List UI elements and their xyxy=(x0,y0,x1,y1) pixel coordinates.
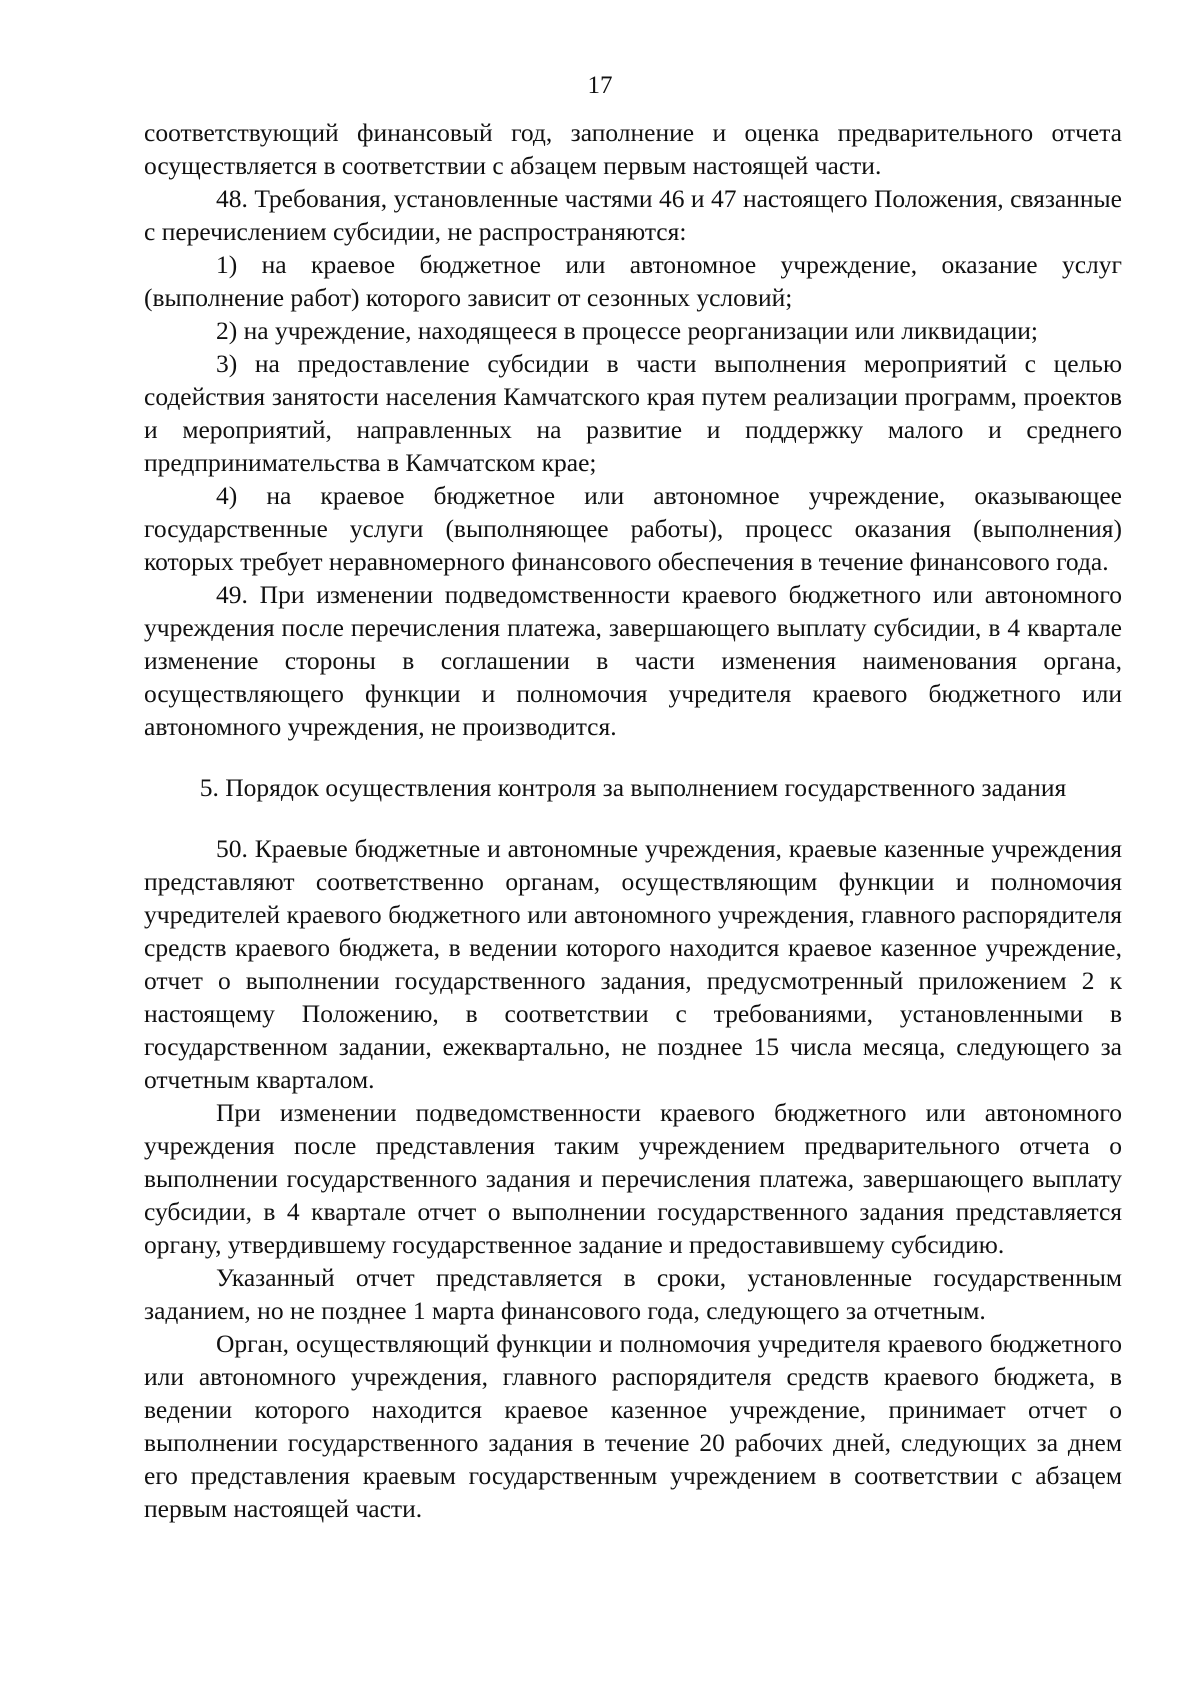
list-item-4: 4) на краевое бюджетное или автономное учреждение, оказывающее государственные услуги (выполняющее работы), процесс оказания (выполнения) которых требует неравномерного финансового обеспечения в течение финансового года. xyxy=(144,481,1122,576)
list-item-3: 3) на предоставление субсидии в части выполнения мероприятий с целью содействия занятости населения Камчатского края путем реализации программ, проектов и мероприятий, направленных на развитие и поддержку малого и среднего предпринимательства в Камчатском крае; xyxy=(144,349,1122,477)
document-body xyxy=(144,116,1122,1525)
paragraph-subordination-change: При изменении подведомственности краевого бюджетного или автономного учреждения после представления таким учреждением предварительного отчета о выполнении государственного задания и перечисления платежа, завершающего выплату субсидии, в 4 квартале отчет о выполнении государственного задания представляется органу, утвердившему государственное задание и предоставившему субсидию. xyxy=(144,1098,1122,1259)
paragraph-report-acceptance: Орган, осуществляющий функции и полномочия учредителя краевого бюджетного или автономного учреждения, главного распорядителя средств краевого бюджета, в ведении которого находится краевое казенное учреждение, принимает отчет о выполнении государственного задания в течение 20 рабочих дней, следующих за днем его представления краевым государственным учреждением в соответствии с абзацем первым настоящей части. xyxy=(144,1329,1122,1523)
paragraph-item-49: 49. При изменении подведомственности краевого бюджетного или автономного учреждения после перечисления платежа, завершающего выплату субсидии, в 4 квартале изменение стороны в соглашении в части изменения наименования органа, осуществляющего функции и полномочия учредителя краевого бюджетного или автономного учреждения, не производится. xyxy=(144,580,1122,741)
paragraph-continuation: соответствующий финансовый год, заполнение и оценка предварительного отчета осуществляется в соответствии с абзацем первым настоящей части. xyxy=(144,118,1122,180)
paragraph-item-50: 50. Краевые бюджетные и автономные учреждения, краевые казенные учреждения представляют соответственно органам, осуществляющим функции и полномочия учредителей краевого бюджетного или автономного учреждения, главного распорядителя средств краевого бюджета, в ведении которого находится краевое казенное учреждение, отчет о выполнении государственного задания, предусмотренный приложением 2 к настоящему Положению, в соответствии с требованиями, установленными в государственном задании, ежеквартально, не позднее 15 числа месяца, следующего за отчетным кварталом. xyxy=(144,834,1122,1094)
list-item-2: 2) на учреждение, находящееся в процессе реорганизации или ликвидации; xyxy=(216,316,1038,345)
section-heading: 5. Порядок осуществления контроля за выполнением государственного задания xyxy=(199,773,1067,802)
list-item-1: 1) на краевое бюджетное или автономное учреждение, оказание услуг (выполнение работ) которого зависит от сезонных условий; xyxy=(144,250,1122,312)
page-number: 17 xyxy=(587,72,613,99)
paragraph-item-48: 48. Требования, установленные частями 46 и 47 настоящего Положения, связанные с перечислением субсидии, не распространяются: xyxy=(144,184,1122,246)
paragraph-report-deadline: Указанный отчет представляется в сроки, установленные государственным заданием, но не позднее 1 марта финансового года, следующего за отчетным. xyxy=(144,1263,1122,1325)
